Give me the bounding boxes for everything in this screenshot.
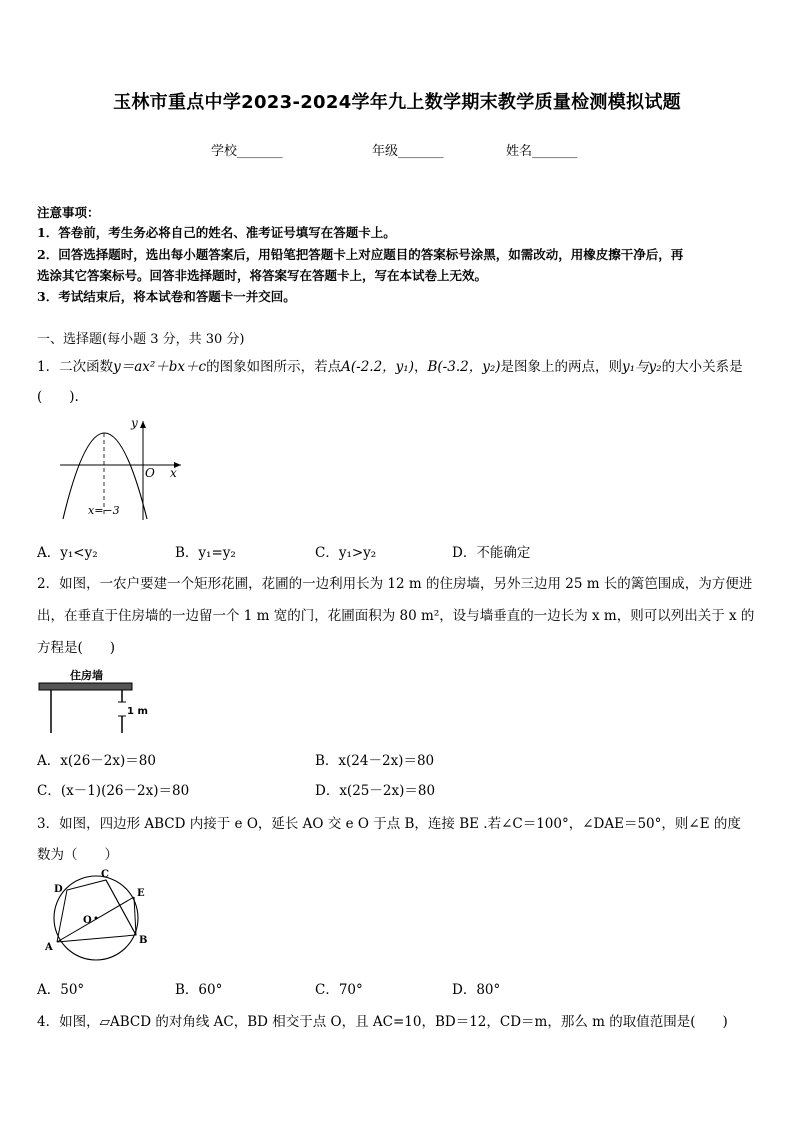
question-2-line-3: 方程是( ) bbox=[37, 640, 116, 656]
question-1-blank: ( ). bbox=[37, 389, 79, 405]
wall-label: 住房墙 bbox=[70, 669, 103, 682]
q1-text-b: 的图象如图所示，若点 bbox=[206, 359, 342, 375]
parabola-figure bbox=[55, 415, 190, 525]
note-item-2-cont: 选涂其它答案标号。回答非选择题时，将答案写在答题卡上，写在本试卷上无效。 bbox=[37, 268, 488, 283]
q3-option-a: A．50° bbox=[37, 982, 85, 998]
q1-option-d: D．不能确定 bbox=[452, 545, 531, 561]
question-4-line-1: 4．如图，▱ABCD 的对角线 AC，BD 相交于点 O，且 AC=10，BD＝12，CD＝m，那么 m 的取值范围是( ) bbox=[37, 1014, 728, 1030]
wall-bar bbox=[39, 683, 132, 690]
q1-relation: y₁与y₂ bbox=[622, 359, 662, 375]
origin-label: O bbox=[145, 466, 155, 480]
q1-option-a: A．y₁<y₂ bbox=[37, 545, 98, 561]
school-field: 学校_______ bbox=[211, 144, 283, 159]
q1-option-b: B．y₁=y₂ bbox=[175, 545, 236, 561]
segment-ae bbox=[57, 897, 134, 942]
symmetry-label: x=−3 bbox=[88, 504, 120, 517]
q2-option-c: C．(x－1)(26－2x)＝80 bbox=[37, 783, 190, 799]
question-2-line-2: 出，在垂直于住房墙的一边留一个 1 m 宽的门，花圃面积为 80 m²，设与墙垂直的一边长为 x m，则可以列出关于 x 的 bbox=[37, 608, 755, 624]
q1-point-b: B(-3.2，y₂) bbox=[427, 359, 501, 375]
q2-option-a: A．x(26－2x)＝80 bbox=[37, 753, 156, 769]
q3-option-d: D．80° bbox=[452, 982, 501, 998]
label-b: B bbox=[139, 935, 148, 946]
label-a: A bbox=[45, 942, 53, 953]
question-3-line-2: 数为（ ） bbox=[37, 847, 118, 863]
grade-field: 年级_______ bbox=[372, 144, 444, 159]
center-point bbox=[95, 917, 98, 920]
q1-text-a: 1．二次函数 bbox=[37, 359, 114, 375]
y-label: y bbox=[131, 416, 138, 430]
page-title: 玉林市重点中学2023-2024学年九上数学期末教学质量检测模拟试题 bbox=[113, 92, 681, 113]
question-1-text bbox=[37, 355, 743, 375]
y-axis-arrow bbox=[140, 421, 146, 428]
question-2-line-1: 2．如图，一农户要建一个矩形花圃，花圃的一边利用长为 12 m 的住房墙，另外三边用 25 m 长的篱笆围成，为方便进 bbox=[37, 576, 753, 592]
q1-option-c: C．y₁>y₂ bbox=[315, 545, 377, 561]
quadrilateral-abcd bbox=[57, 880, 136, 942]
label-d: D bbox=[54, 884, 63, 895]
note-item-1: 1．答卷前，考生务必将自己的姓名、准考证号填写在答题卡上。 bbox=[37, 225, 396, 240]
notes-heading: 注意事项： bbox=[37, 205, 100, 220]
segment-cb bbox=[106, 880, 136, 935]
q1-text-d: 的大小关系是 bbox=[661, 359, 743, 375]
note-item-2: 2．回答选择题时，选出每小题答案后，用铅笔把答题卡上对应题目的答案标号涂黑，如需改动，用橡皮擦干净后，再 bbox=[37, 247, 684, 262]
section-heading: 一、选择题(每小题 3 分，共 30 分) bbox=[37, 332, 245, 347]
label-o: O bbox=[83, 915, 92, 926]
q1-sep: ， bbox=[413, 359, 428, 375]
question-3-line-1: 3．如图，四边形 ABCD 内接于 e O，延长 AO 交 e O 于点 B，连接 BE .若∠C＝100°，∠DAE＝50°，则∠E 的度 bbox=[37, 816, 741, 832]
q1-text-c: 是图象上的两点，则 bbox=[500, 359, 623, 375]
x-label: x bbox=[170, 466, 177, 480]
name-field: 姓名_______ bbox=[506, 144, 578, 159]
q1-formula: y＝ax²＋bx＋c bbox=[113, 359, 207, 375]
door-label: 1 m bbox=[127, 706, 148, 717]
label-c: C bbox=[101, 869, 109, 880]
q1-point-a: A(-2.2，y₁) bbox=[341, 359, 414, 375]
label-e: E bbox=[137, 888, 145, 899]
q2-option-d: D．x(25－2x)＝80 bbox=[315, 783, 436, 799]
garden-figure bbox=[37, 667, 152, 735]
q3-option-b: B．60° bbox=[175, 982, 223, 998]
note-item-3: 3．考试结束后，将本试卷和答题卡一并交回。 bbox=[37, 289, 296, 304]
circle-figure bbox=[43, 868, 158, 966]
q3-option-c: C．70° bbox=[315, 982, 363, 998]
q2-option-b: B．x(24－2x)＝80 bbox=[315, 753, 435, 769]
